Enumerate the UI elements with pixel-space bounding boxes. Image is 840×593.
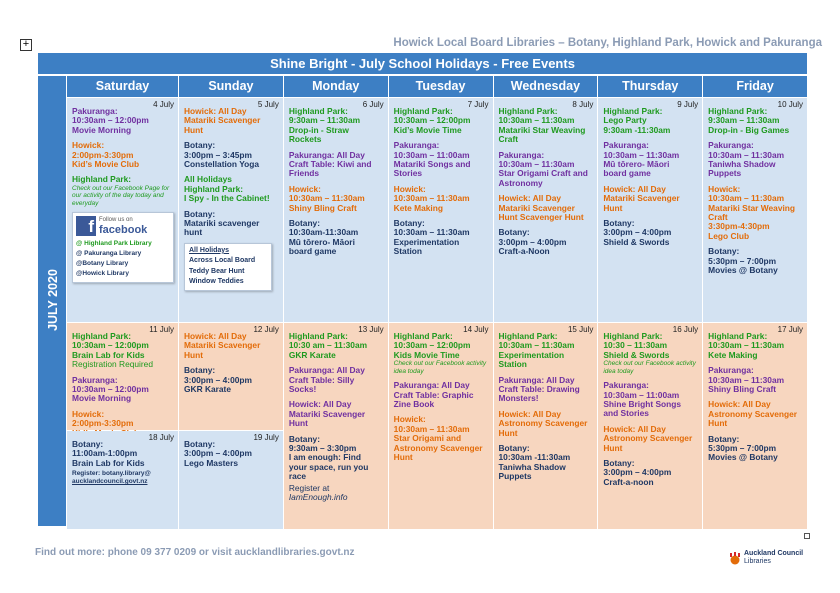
date-label: 6 July <box>362 100 384 109</box>
date-label: 17 July <box>777 325 803 334</box>
event-howick: Howick: All Day Matariki Scavenger Hunt <box>184 106 261 135</box>
facebook-link[interactable]: @ Pakuranga Library <box>76 250 142 258</box>
event-pakuranga: Pakuranga: All Day Craft Table: Kiwi and Friends <box>288 149 372 179</box>
event-pakuranga: Pakuranga: 10:30am – 11:30am Mū tōrero- Māori board game <box>603 140 680 179</box>
date-label: 10 July <box>777 100 803 109</box>
event-highland-park: Highland Park: 9:30am – 11:30am Drop-in - Straw Rockets <box>288 106 361 145</box>
facebook-link[interactable]: @ Highland Park Library <box>76 240 152 248</box>
day-cell-8-july <box>494 98 598 322</box>
event-pakuranga: Pakuranga: All Day Craft Table: Graphic Zine Book <box>393 380 474 410</box>
facebook-link[interactable]: @Botany Library <box>76 260 129 268</box>
event-pakuranga: Pakuranga: All Day Craft Table: Silly Socks! <box>288 365 365 395</box>
auckland-council-logo: Auckland Council Libraries <box>728 548 818 572</box>
day-header-saturday: Saturday <box>67 76 178 97</box>
event-highland-park: Highland Park: 10:30 – 11:30am Shield & Swords Check out our Facebook activity idea today <box>603 331 696 375</box>
event-pakuranga: Pakuranga: 10:30am – 12:00pm Movie Morning <box>72 374 149 404</box>
footer-contact: Find out more: phone 09 377 0209 or visit aucklandlibraries.govt.nz <box>35 547 355 558</box>
date-label: 9 July <box>677 100 699 109</box>
event-howick: Howick: All Day Astronomy Scavenger Hunt <box>603 423 693 453</box>
event-botany: Botany: 5:30pm – 7:00pm Movies @ Botany <box>708 433 778 463</box>
day-cell-4-july <box>67 98 178 322</box>
event-highland-park: Highland Park: 10:30am – 11:30am Kete Making <box>708 331 785 360</box>
day-cell-10-july <box>703 98 807 322</box>
date-label: 18 July <box>148 433 174 442</box>
day-cell-12-july <box>179 323 283 430</box>
day-cell-5-july <box>179 98 283 322</box>
day-cell-7-july <box>389 98 493 322</box>
day-header-wednesday: Wednesday <box>494 76 598 97</box>
day-header-monday: Monday <box>284 76 388 97</box>
register-note: Register at IamEnough.info <box>288 482 348 503</box>
event-botany: Botany: 10:30am – 11:30am Experimentation Station <box>393 218 470 257</box>
date-label: 19 July <box>253 433 279 442</box>
date-label: 4 July <box>153 100 174 109</box>
event-botany: Botany: 5:30pm – 7:00pm Movies @ Botany <box>708 246 778 276</box>
month-label: JULY 2020 <box>46 269 60 331</box>
event-pakuranga: Pakuranga: 10:30am – 11:00am Shine Bright Songs and Stories <box>603 380 682 419</box>
calendar-grid <box>67 76 807 526</box>
day-header-sunday: Sunday <box>179 76 283 97</box>
event-howick: Howick: 10:30am – 11:30am Matariki Star Weaving Craft 3:30pm-4:30pm Lego Club <box>708 183 796 241</box>
event-howick: Howick: 10:30am – 11:30am Kete Making <box>393 183 470 213</box>
event-howick: Howick: All Day Astronomy Scavenger Hunt <box>498 408 588 438</box>
event-highland-park: Highland Park: 10:30 am – 11:30am GKR Karate <box>288 331 368 360</box>
date-label: 7 July <box>467 100 489 109</box>
date-label: 14 July <box>463 325 489 334</box>
event-howick: Howick: All Day Matariki Scavenger Hunt <box>288 399 366 429</box>
day-cell-6-july <box>284 98 388 322</box>
event-highland-park: Highland Park: 10:30am – 11:30am Experimentation Station <box>498 331 575 370</box>
date-label: 13 July <box>358 325 384 334</box>
event-howick: Howick: All Day Matariki Scavenger Hunt <box>184 331 261 360</box>
event-botany: Botany: 10:30am-11:30am Mū tōrero- Māori board game <box>288 218 359 257</box>
date-label: 5 July <box>257 100 279 109</box>
register-email-link[interactable]: Register: botany.library@ aucklandcouncil.govt.nz <box>72 470 151 486</box>
facebook-link[interactable]: @Howick Library <box>76 270 129 278</box>
facebook-icon: f <box>76 216 96 236</box>
event-botany: Botany: 3:00pm – 4:00pm Craft-a-noon <box>603 458 672 487</box>
day-cell-19-july <box>179 431 283 529</box>
event-pakuranga: Pakuranga: 10:30am – 11:00am Matariki Songs and Stories <box>393 140 471 179</box>
day-cell-15-july <box>494 323 598 529</box>
event-pakuranga: Pakuranga: 10:30am – 11:30am Taniwha Shadow Puppets <box>708 140 785 179</box>
event-botany: Botany: 3:00pm – 4:00pm GKR Karate <box>184 365 252 395</box>
event-pakuranga: Pakuranga: 10:30am – 12:00pm Movie Morning <box>72 106 149 135</box>
event-pakuranga: Pakuranga: 10:30am – 11:30am Star Origami Craft and Astronomy <box>498 149 588 188</box>
day-cell-9-july <box>598 98 702 322</box>
page-header: Howick Local Board Libraries – Botany, Highland Park, Howick and Pakuranga <box>393 37 822 49</box>
day-cell-13-july <box>284 323 388 529</box>
event-pakuranga: Pakuranga: 10:30am – 11:30am Shiny Bling Craft <box>708 365 785 395</box>
event-botany: Botany: Matariki scavenger hunt <box>184 208 260 238</box>
event-highland-park: Highland Park: 10:30am – 12:00pm Kids Movie Time Check out our Facebook activity idea today <box>393 331 487 375</box>
event-botany: Botany: 10:30am -11:30am Taniwha Shadow Puppets <box>498 443 571 482</box>
event-howick: Howick: 10:30am – 11:30am Star Origami and Astronomy Scavenger Hunt <box>393 414 483 463</box>
event-highland-park: Highland Park: Check out our Facebook Page for our activity of the day today and everyday <box>72 174 170 207</box>
event-highland-park: Highland Park: 10:30am – 12:00pm Brain Lab for Kids Registration Required <box>72 331 154 370</box>
event-botany: Botany: 11:00am-1:00pm Brain Lab for Kids <box>72 439 145 468</box>
day-header-thursday: Thursday <box>598 76 702 97</box>
resize-handle[interactable] <box>804 533 810 539</box>
event-botany: Botany: 3:00pm – 4:00pm Craft-a-Noon <box>498 227 567 257</box>
event-botany: Botany: 3:00pm – 4:00pm Lego Masters <box>184 439 252 468</box>
date-label: 8 July <box>572 100 594 109</box>
event-botany: Botany: 3:00pm – 4:00pm Shield & Swords <box>603 218 672 247</box>
event-howick: Howick: 2:00pm-3:30pm <box>72 408 134 429</box>
event-botany: Botany: 9:30am – 3:30pm I am enough: Find your space, run you race <box>288 433 369 482</box>
event-highland-park: All Holidays Highland Park: I Spy - In the Cabinet! <box>184 174 270 204</box>
date-label: 16 July <box>672 325 699 334</box>
day-cell-18-july <box>67 431 178 529</box>
day-cell-16-july <box>598 323 702 529</box>
day-header-tuesday: Tuesday <box>389 76 493 97</box>
facebook-follow-box[interactable]: f Follow us on facebook @ Highland Park Library @ Pakuranga Library @Botany Library @Howick Library <box>72 212 174 283</box>
day-cell-14-july <box>389 323 493 529</box>
day-header-friday: Friday <box>703 76 807 97</box>
event-pakuranga: Pakuranga: All Day Craft Table: Drawing Monsters! <box>498 374 580 404</box>
event-highland-park: Highland Park: 10:30am – 11:30am Matariki Star Weaving Craft <box>498 106 586 145</box>
event-howick: Howick: All Day Matariki Scavenger Hunt Scavenger Hunt <box>498 193 584 223</box>
event-highland-park: Highland Park: 9:30am – 11:30am Drop-in - Big Games <box>708 106 790 135</box>
event-howick: Howick: 2:00pm-3:30pm Kid’s Movie Club <box>72 140 140 170</box>
banner-title: Shine Bright - July School Holidays - Free Events <box>38 53 807 74</box>
event-botany: Botany: 3:00pm – 3:45pm Constellation Yoga <box>184 140 260 170</box>
date-label: 15 July <box>567 325 594 334</box>
date-label: 12 July <box>253 325 279 334</box>
event-howick: Howick: All Day Matariki Scavenger Hunt <box>603 183 680 213</box>
event-highland-park: Highland Park: 10:30am – 12:00pm Kid’s Movie Time <box>393 106 471 135</box>
expand-table-icon[interactable]: + <box>20 39 32 51</box>
event-highland-park: Highland Park: Lego Party 9:30am -11:30am <box>603 106 671 135</box>
event-howick: Howick: 10:30am – 11:30am Shiny Bling Craft <box>288 183 365 213</box>
date-label: 11 July <box>149 325 174 334</box>
day-cell-11-july <box>67 323 178 430</box>
all-holidays-box: All Holidays Across Local Board Teddy Bear Hunt Window Teddies <box>184 243 272 291</box>
event-howick: Howick: All Day Astronomy Scavenger Hunt <box>708 399 798 429</box>
day-cell-17-july <box>703 323 807 529</box>
council-logo-icon <box>728 551 742 565</box>
